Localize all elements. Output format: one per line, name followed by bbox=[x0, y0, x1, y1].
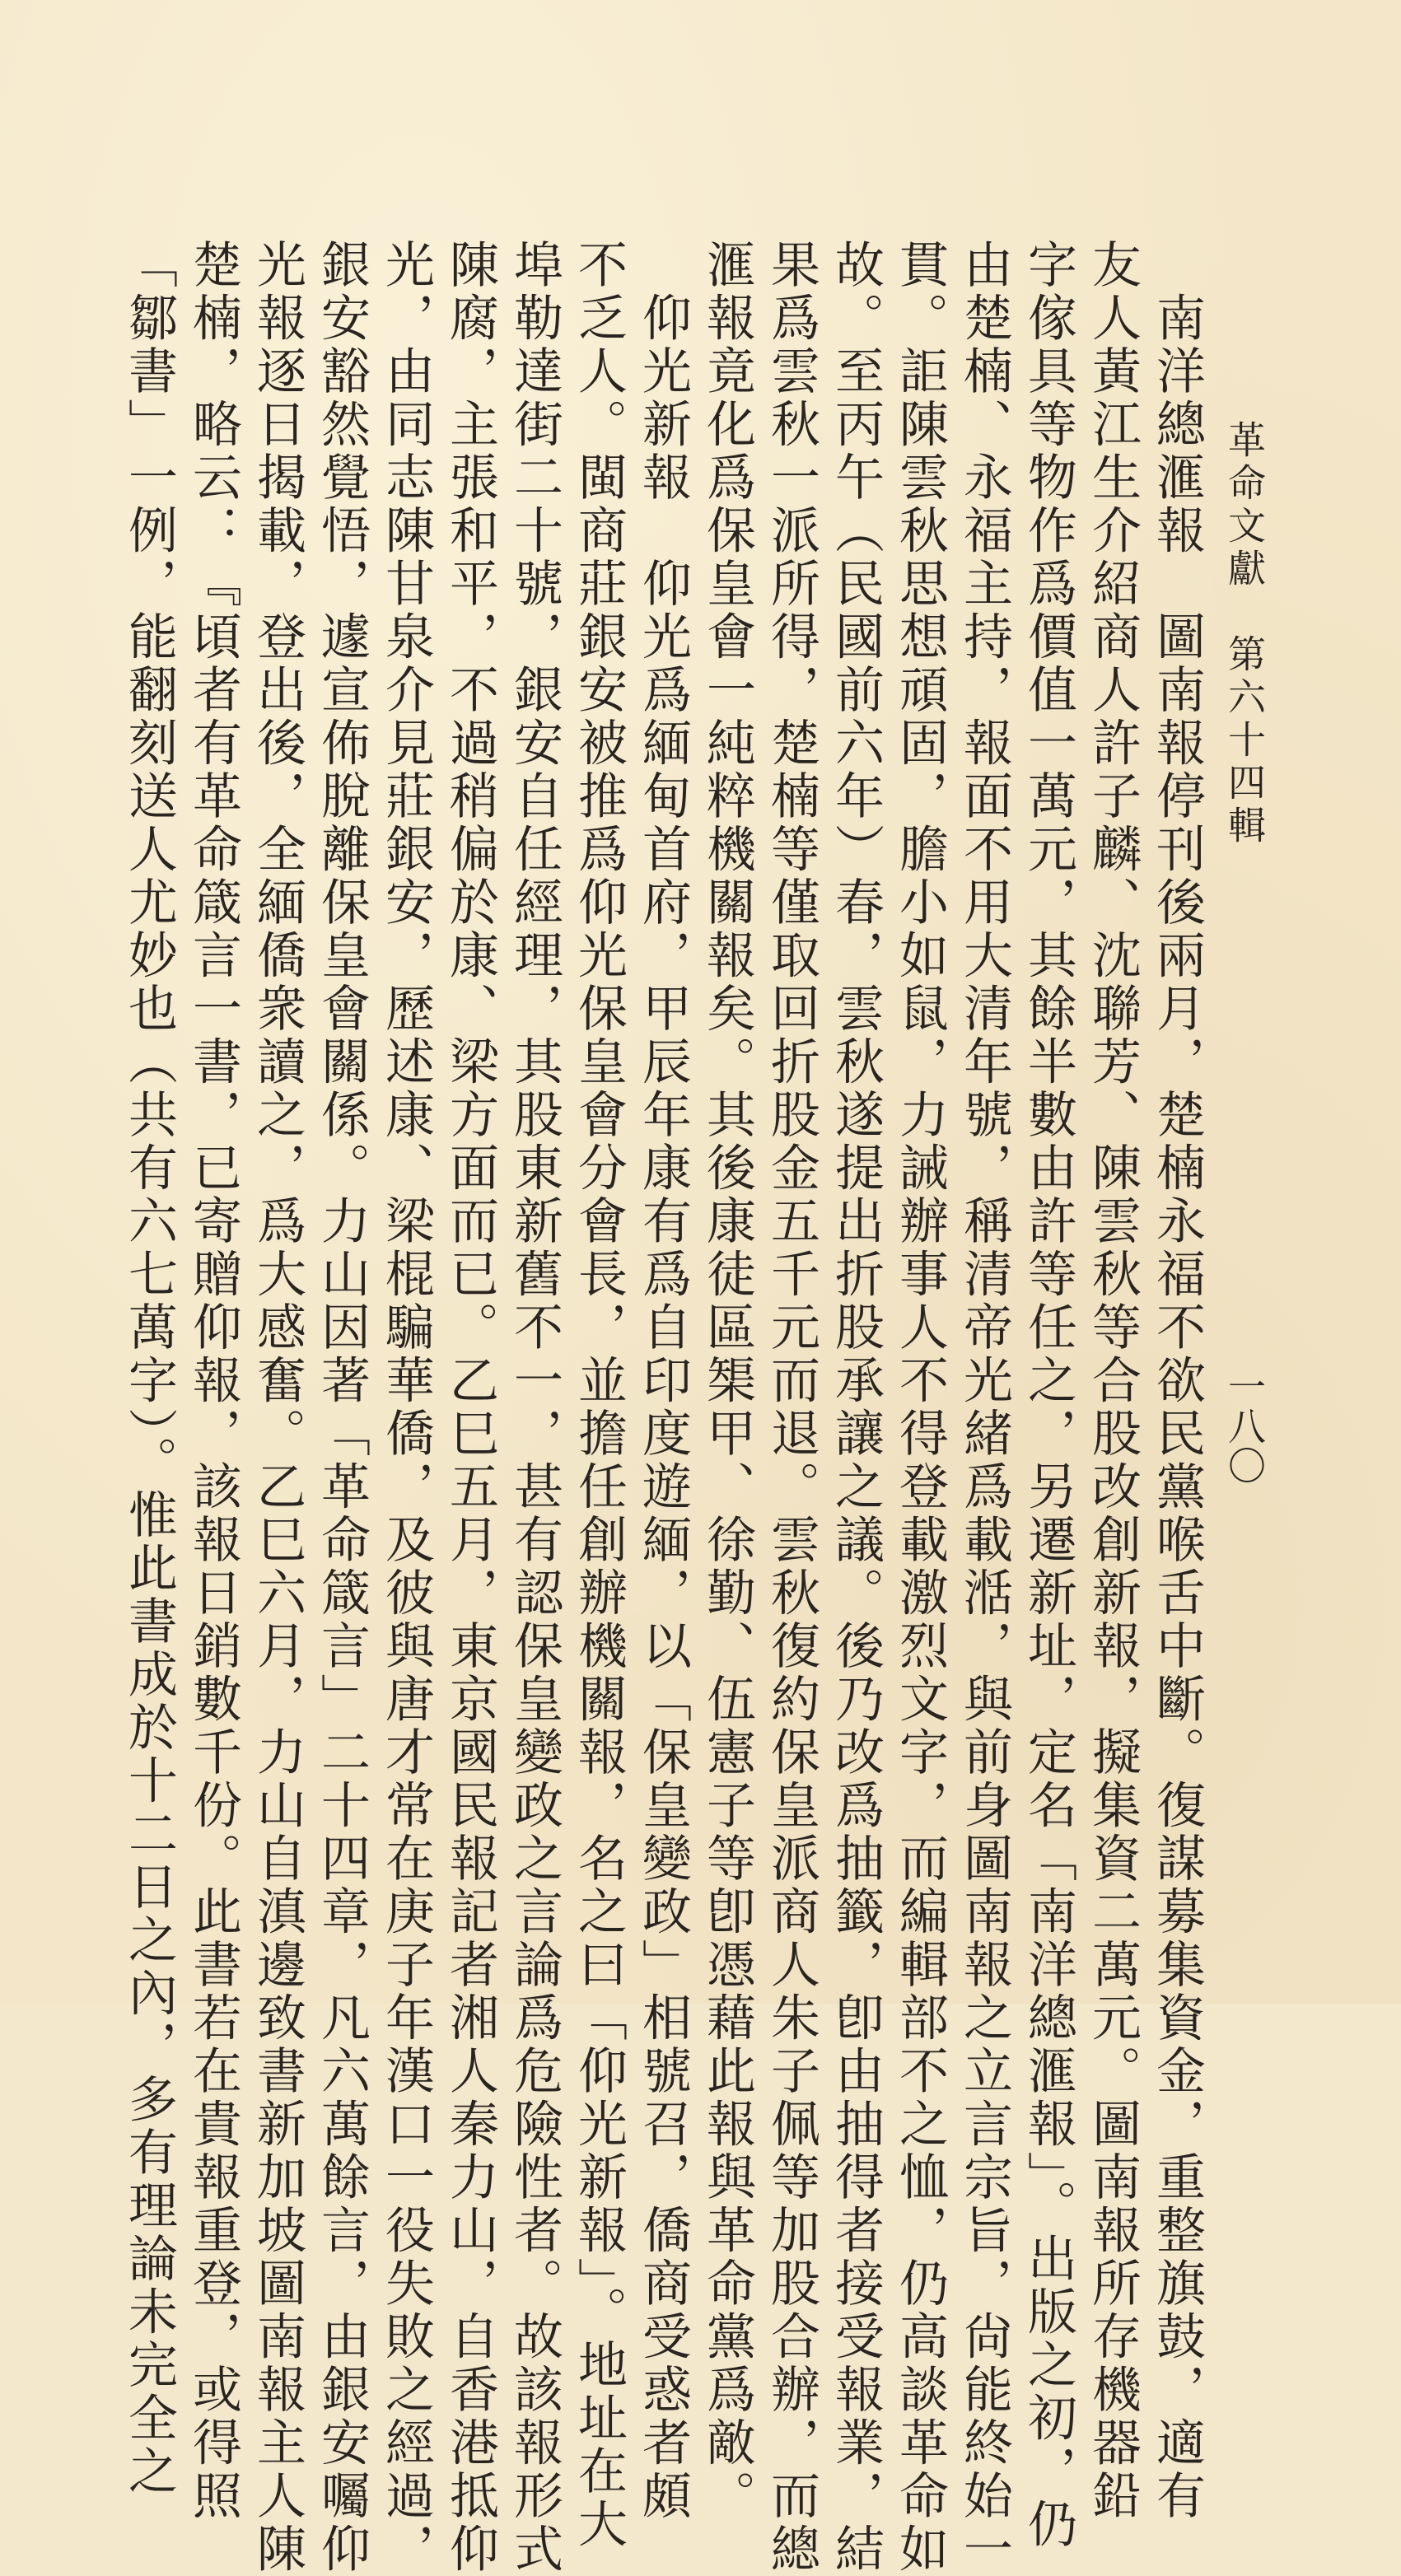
text-column: 由楚楠、永福主持，報面不用大清年號，稱清帝光緒爲載湉，與前身圖南報之立言宗旨，尙能終始一 bbox=[955, 239, 1013, 2576]
text-column: 故。至丙午（民國前六年）春，雲秋遂提出折股承讓之議。後乃改爲抽籤，卽由抽得者接受報業，結 bbox=[827, 239, 885, 2576]
text-column: 銀安豁然覺悟，遽宣佈脫離保皇會關係。力山因著「革命箴言」二十四章，凡六萬餘言，由銀安囑仰 bbox=[313, 239, 371, 2576]
book-title: 革命文獻 bbox=[1222, 420, 1267, 591]
text-column: 友人黃江生介紹商人許子麟、沈聯芳、陳雲秋等合股改創新報，擬集資二萬元。圖南報所存機器鉛 bbox=[1084, 239, 1142, 2523]
text-column: 滙報竟化爲保皇會一純粹機關報矣。其後康徒區榘甲、徐勤、伍憲子等卽憑藉此報與革命黨爲敵。 bbox=[698, 239, 756, 2523]
page-number: 一八〇 bbox=[1222, 1367, 1267, 1486]
text-column: 楚楠，略云：『頃者有革命箴言一書，已寄贈仰報，該報日銷數千份。此書若在貴報重登，或得照 bbox=[184, 239, 242, 2523]
text-column: 光，由同志陳甘泉介見莊銀安，歷述康、梁棍騙華僑，及彼與唐才常在庚子年漢口一役失敗之經過， bbox=[377, 239, 435, 2576]
text-column: 光報逐日揭載，登出後，全緬僑衆讀之，爲大感奮。乙巳六月，力山自滇邊致書新加坡圖南報主人陳 bbox=[249, 239, 306, 2576]
text-column: 字傢具等物作爲價值一萬元，其餘半數由許等任之，另遷新址，定名「南洋總滙報」。出版之初，仍 bbox=[1020, 239, 1077, 2551]
text-column: 仰光新報 仰光爲緬甸首府，甲辰年康有爲自印度遊緬，以「保皇變政」相號召，僑商受惑者頗 bbox=[634, 239, 692, 2523]
text-column: 陳腐，主張和平，不過稍偏於康、梁方面而已。乙巳五月，東京國民報記者湘人秦力山，自香港抵仰 bbox=[441, 239, 499, 2576]
text-column: 不乏人。閩商莊銀安被推爲仰光保皇會分會長，並擔任創辦機關報，名之曰「仰光新報」。地址在大 bbox=[570, 239, 628, 2551]
running-header bbox=[1217, 420, 1272, 848]
text-column: 貫。詎陳雲秋思想頑固，膽小如鼠，力誡辦事人不得登載激烈文字，而編輯部不之恤，仍高談革命如 bbox=[891, 239, 949, 2576]
text-column: 南洋總滙報 圖南報停刊後兩月，楚楠永福不欲民黨喉舌中斷。復謀募集資金，重整旗鼓，適有 bbox=[1148, 239, 1206, 2523]
text-column: 「鄒書」一例，能翻刻送人尤妙也（共有六七萬字）。惟此書成於十二日之內，多有理論未完全之 bbox=[120, 239, 178, 2499]
text-column: 埠勒達街二十號，銀安自任經理，其股東新舊不一，甚有認保皇變政之言論爲危險性者。故該報形式 bbox=[506, 239, 563, 2576]
text-column: 果爲雲秋一派所得，楚楠等僅取回折股金五千元而退。雲秋復約保皇派商人朱子佩等加股合辦，而總 bbox=[763, 239, 820, 2576]
volume-label: 第六十四輯 bbox=[1222, 634, 1267, 848]
